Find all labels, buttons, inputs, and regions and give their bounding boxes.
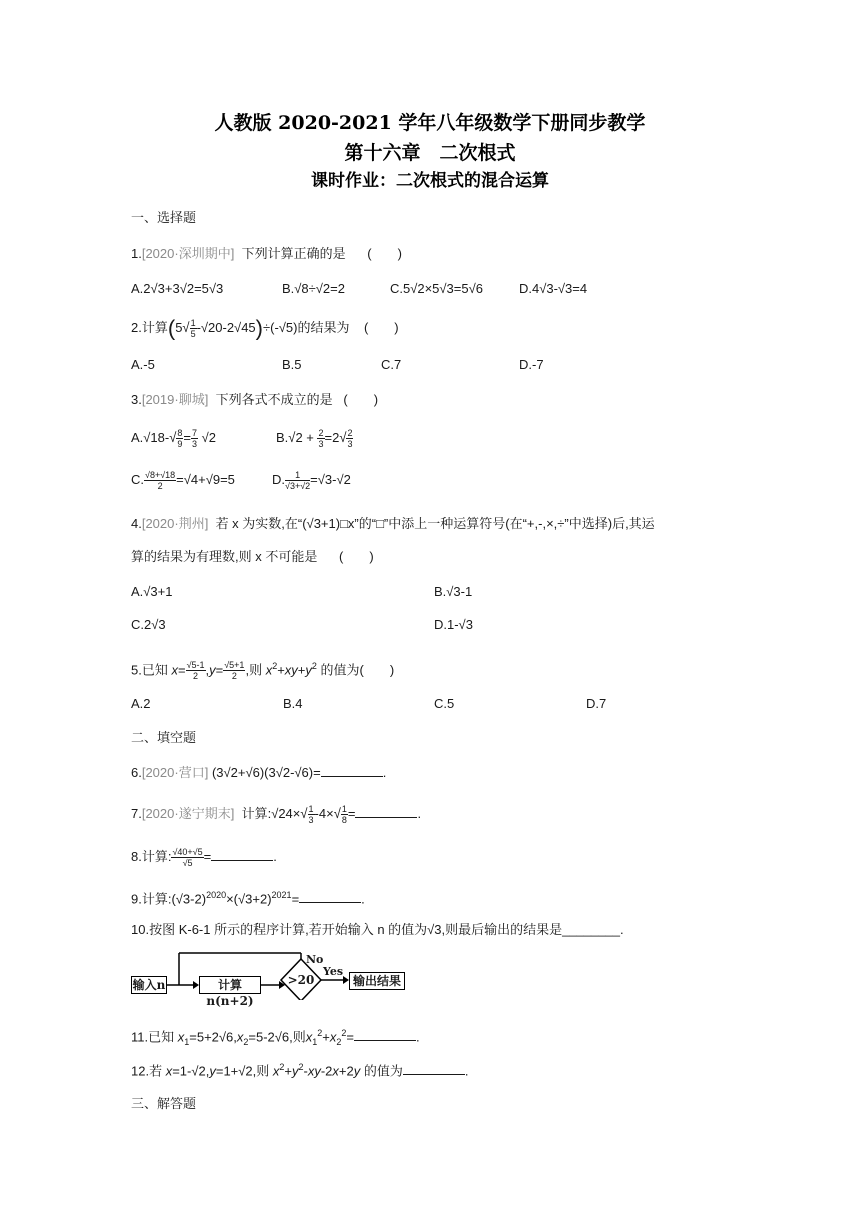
chapter-title: 第十六章 二次根式 [344,142,516,164]
q5-option-a: A.2 [131,696,151,711]
question-12: 12.若 x=1-√2,y=1+√2,则 $x^2+y^2-xy-2x+2y$ 的值为 . [131,1062,469,1079]
q1-option-c: C.5√2×5√3=5√6 [390,281,483,296]
question-source: [2020·营口] [141,765,209,780]
q2-option-a: A.-5 [131,357,155,372]
flow-no-label: No [306,953,324,966]
question-1: 1.[2020·深圳期中] 下列计算正确的是 ( ) [131,246,402,261]
question-2: 2.计算(5√ $\frac{1}{5}$ -√20-2√45)÷(-√5)的结果为 ( ) [131,315,399,341]
q3-option-b: B.√2 + $\frac{2}{3}$ =2√ $\frac{2}{3}$ [276,428,353,450]
doc-title: 人教版 2020-2021 学年八年级数学下册同步教学 [214,112,646,134]
question-source: [2020·遂宁期末] [141,806,235,821]
question-source: [2019·聊城] [141,392,209,407]
question-6: 6.[2020·营口] (3√2+√6)(3√2-√6)= . [131,765,387,780]
flow-output-box: 输出结果 [349,972,405,990]
question-7: 7.[2020·遂宁期末] 计算:√24×√ $\frac{1}{3}$ -4×√ $\frac{1}{8}$ = . [131,804,422,826]
flow-compute-box: 计算n(n+2) [199,976,261,994]
question-5: 5.已知 x= $\frac{√5-1}{2}$ ,y= $\frac{√5+1}{2}$ ,则 $x^2+xy+y^2$ 的值为( ) [131,660,395,682]
answer-blank [321,764,383,777]
section-choice: 一、选择题 [131,210,197,225]
question-8: 8.计算: $\frac{√40+√5}{√5}$ = . [131,847,277,869]
q5-option-c: C.5 [434,696,455,711]
answer-blank [355,805,417,818]
q5-option-d: D.7 [586,696,607,711]
q3-option-c: C. $\frac{√8+√18}{2}$ =√4+√9=5 [131,470,235,492]
q4-option-d: D.1-√3 [434,617,473,632]
q2-option-b: B.5 [282,357,302,372]
q1-option-b: B.√8÷√2=2 [282,281,345,296]
q1-option-d: D.4√3-√3=4 [519,281,588,296]
question-4-cont: 算的结果为有理数,则 x 不可能是 ( ) [131,549,374,564]
q4-option-a: A.√3+1 [131,584,173,599]
q1-option-a: A.2√3+3√2=5√3 [131,281,224,296]
q4-option-b: B.√3-1 [434,584,473,599]
answer-blank [211,848,273,861]
question-3: 3.[2019·聊城] 下列各式不成立的是 ( ) [131,392,379,407]
lesson-title: 课时作业：二次根式的混合运算 [311,171,549,191]
question-9: 9.计算$:(√3-2)^{2020}\times(√3+2)^{2021}=$ . [131,890,365,907]
section-fill: 二、填空题 [131,730,197,745]
q4-option-c: C.2√3 [131,617,166,632]
answer-blank [403,1062,465,1075]
flow-condition: >20 [287,973,315,987]
section-solve: 三、解答题 [131,1096,197,1111]
flowchart [131,950,421,1008]
flow-input-box: 输入n [132,978,166,992]
answer-blank [299,890,361,903]
q2-option-c: C.7 [381,357,402,372]
question-source: [2020·荆州] [141,516,209,531]
answer-blank [354,1028,416,1041]
q3-option-d: D. $\frac{1}{√3+√2}$ =√3-√2 [272,470,351,492]
question-4: 4.[2020·荆州] 若 x 为实数,在“(√3+1)□x”的“□”中添上一种运算符号(在“+,-,×,÷”中选择)后,其运 [131,516,655,531]
question-10: 10.按图 K-6-1 所示的程序计算,若开始输入 n 的值为√3,则最后输出的结果是________. [131,922,624,937]
question-source: [2020·深圳期中] [141,246,235,261]
q3-option-a: A.√18-√ $\frac{8}{9}$ = $\frac{7}{3}$ √2 [131,428,216,450]
flow-yes-label: Yes [323,965,344,978]
fraction: $\frac{1}{5}$ [190,318,196,340]
question-11: 11.已知 $x_1=5+2√6,x_2=5-2√6$,则$x_1^2+x_2^2=$ . [131,1028,420,1047]
q2-option-d: D.-7 [519,357,544,372]
q5-option-b: B.4 [283,696,303,711]
